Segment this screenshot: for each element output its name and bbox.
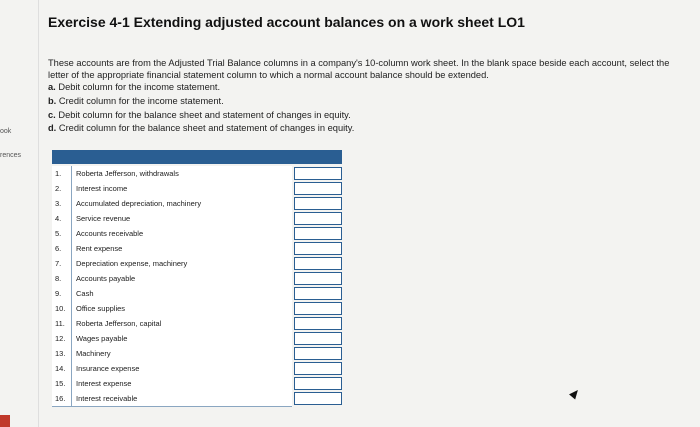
account-name: Interest income [76,184,128,193]
row-number: 6. [52,241,72,256]
answer-select-8[interactable] [294,272,342,285]
option-c [48,110,351,120]
exercise-title: Exercise 4-1 Extending adjusted account balances on a work sheet LO1 [48,14,525,30]
row-number: 11. [52,316,72,331]
answer-select-7[interactable] [294,257,342,270]
mouse-cursor-icon [569,387,581,399]
account-name: Rent expense [76,244,123,253]
account-name: Roberta Jefferson, withdrawals [76,169,179,178]
account-name: Insurance expense [76,364,140,373]
account-name: Machinery [76,349,111,358]
option-text: Debit column for the balance sheet and statement of changes in equity. [58,110,351,120]
option-d [48,123,354,133]
table-row [52,376,292,392]
table-header-bar [52,150,342,164]
answer-select-9[interactable] [294,287,342,300]
row-number: 10. [52,301,72,316]
account-name: Cash [76,289,94,298]
account-name: Office supplies [76,304,126,313]
row-number: 7. [52,256,72,271]
option-letter: a. [48,82,56,92]
sidebar-references-link[interactable]: rences [0,152,22,159]
answer-select-1[interactable] [294,167,342,180]
table-row [52,361,292,377]
answer-select-5[interactable] [294,227,342,240]
answer-select-12[interactable] [294,332,342,345]
row-number: 8. [52,271,72,286]
account-name: Roberta Jefferson, capital [76,319,162,328]
answer-select-6[interactable] [294,242,342,255]
account-name: Service revenue [76,214,131,223]
option-b [48,96,224,106]
answer-select-10[interactable] [294,302,342,315]
row-number: 16. [52,391,72,406]
sidebar-book-link[interactable]: ook [0,128,12,135]
table-row [52,196,292,212]
row-number: 12. [52,331,72,346]
account-name: Wages payable [76,334,128,343]
option-text: Credit column for the income statement. [58,96,224,106]
table-row [52,346,292,362]
answer-select-4[interactable] [294,212,342,225]
account-name: Accounts payable [76,274,136,283]
option-text: Credit column for the balance sheet and statement of changes in equity. [58,123,355,133]
answer-select-11[interactable] [294,317,342,330]
account-name: Accumulated depreciation, machinery [76,199,202,208]
option-letter: c. [48,110,56,120]
row-number: 1. [52,166,72,181]
account-name: Interest receivable [76,394,138,403]
option-a [48,82,220,92]
option-letter: d. [48,123,57,133]
table-row [52,181,292,197]
row-number: 14. [52,361,72,376]
row-number: 9. [52,286,72,301]
row-number: 5. [52,226,72,241]
table-row [52,331,292,347]
table-row [52,286,292,302]
account-name: Interest expense [76,379,132,388]
account-name: Accounts receivable [76,229,144,238]
table-row [52,391,292,407]
option-text: Debit column for the income statement. [58,82,221,92]
table-row [52,226,292,242]
table-row [52,271,292,287]
rail-bottom-marker [0,415,10,427]
table-row [52,211,292,227]
answer-select-16[interactable] [294,392,342,405]
table-row [52,256,292,272]
table-row [52,301,292,317]
row-number: 4. [52,211,72,226]
account-name: Depreciation expense, machinery [76,259,188,268]
row-number: 3. [52,196,72,211]
accounts-table [52,150,342,412]
table-row [52,241,292,257]
row-number: 15. [52,376,72,391]
answer-select-3[interactable] [294,197,342,210]
table-row [52,316,292,332]
answer-select-13[interactable] [294,347,342,360]
left-rail [0,0,39,427]
row-number: 13. [52,346,72,361]
table-row [52,166,292,182]
option-letter: b. [48,96,57,106]
row-number: 2. [52,181,72,196]
answer-select-2[interactable] [294,182,342,195]
answer-select-14[interactable] [294,362,342,375]
answer-select-15[interactable] [294,377,342,390]
exercise-instructions: These accounts are from the Adjusted Trial Balance columns in a company's 10-column work sheet. In the blank space beside each account, select the letter of the appropriate financial statement column to which a normal account balance should be extended. [48,58,670,81]
